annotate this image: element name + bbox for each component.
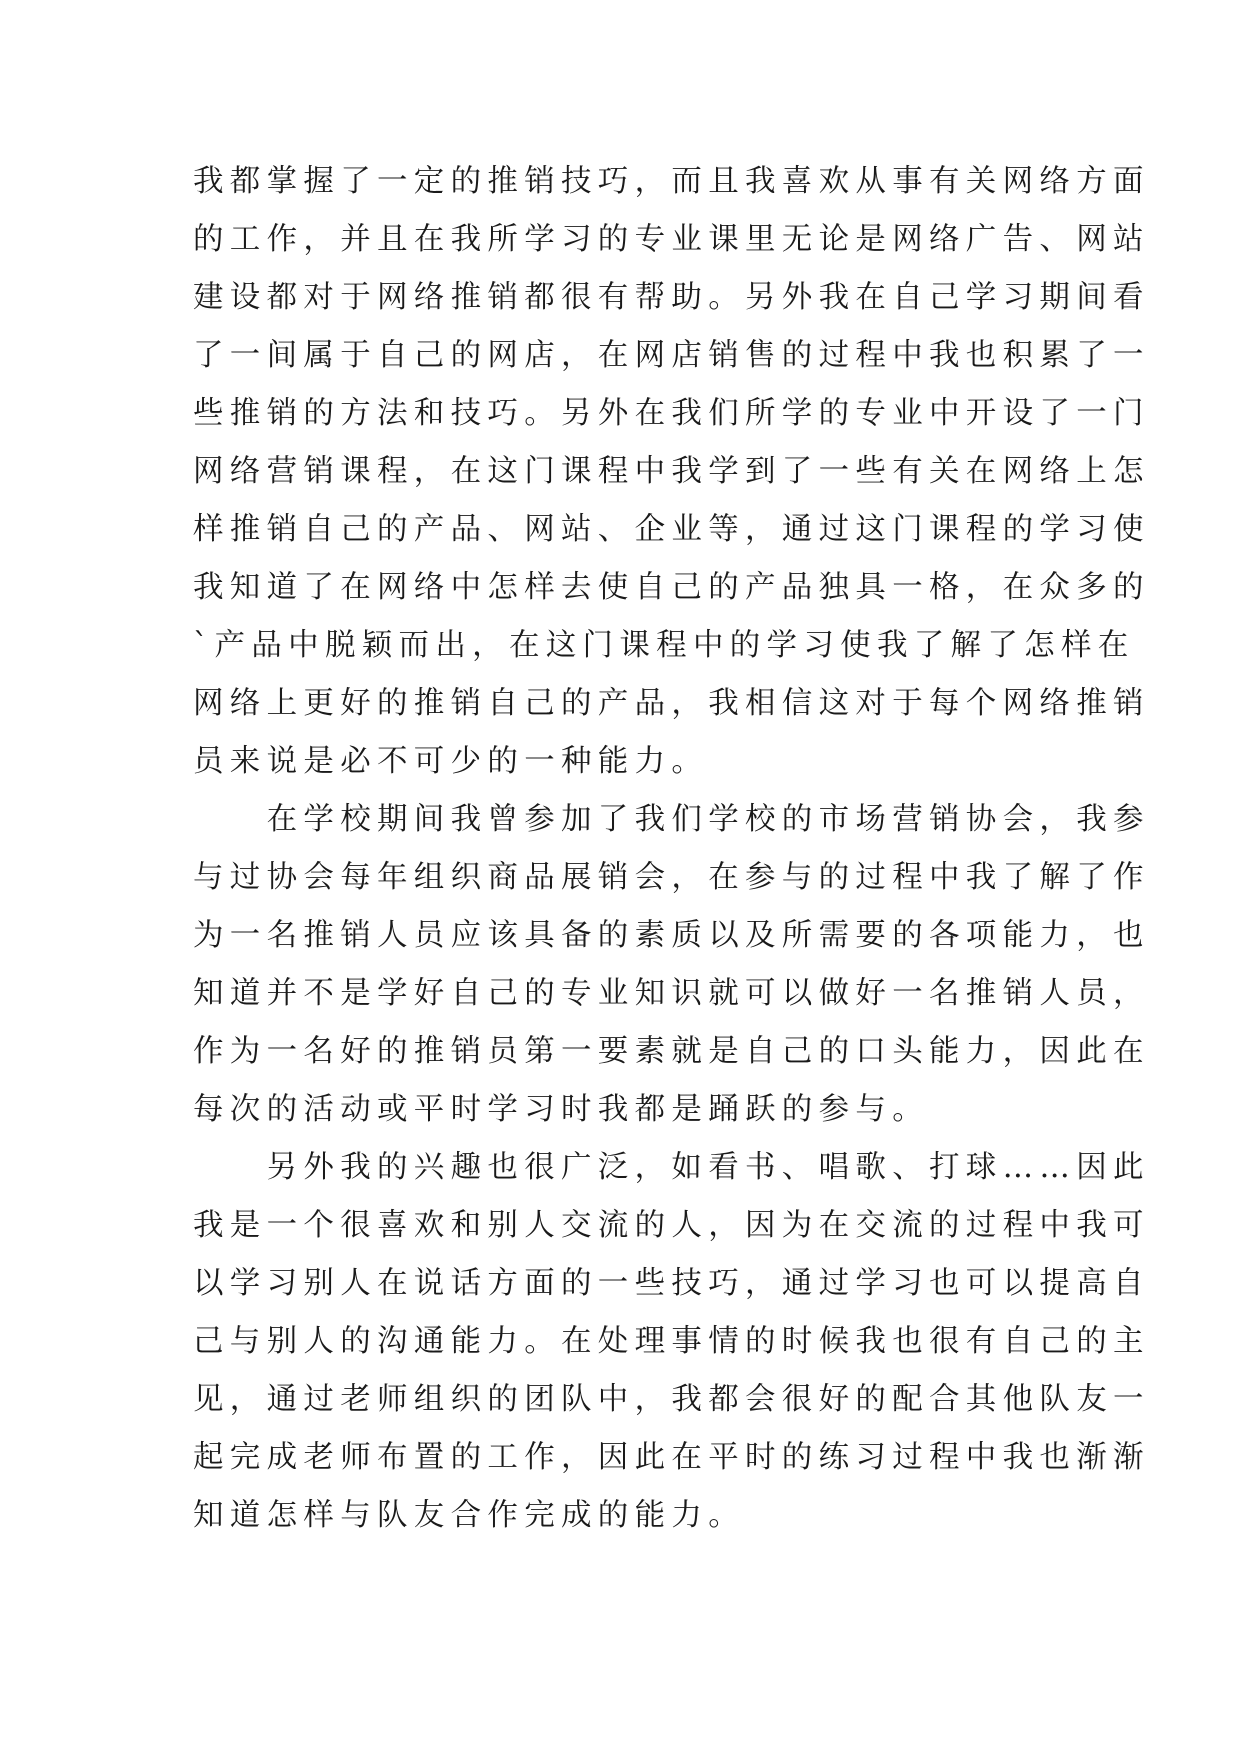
text-line: 起完成老师布置的工作，因此在平时的练习过程中我也渐渐 xyxy=(193,1440,1150,1475)
text-line: 另外我的兴趣也很广泛，如看书、唱歌、打球……因此 xyxy=(193,1150,1150,1185)
text-line: 作为一名好的推销员第一要素就是自己的口头能力，因此在 xyxy=(193,1034,1150,1069)
text-line: 了一间属于自己的网店，在网店销售的过程中我也积累了一 xyxy=(193,338,1150,373)
text-line: 知道怎样与队友合作完成的能力。 xyxy=(193,1498,745,1533)
text-line: 以学习别人在说话方面的一些技巧，通过学习也可以提高自 xyxy=(193,1266,1150,1301)
text-line: 我是一个很喜欢和别人交流的人，因为在交流的过程中我可 xyxy=(193,1208,1150,1243)
text-line: 样推销自己的产品、网站、企业等，通过这门课程的学习使 xyxy=(193,512,1150,547)
text-line: 员来说是必不可少的一种能力。 xyxy=(193,744,709,779)
text-line: 在学校期间我曾参加了我们学校的市场营销协会，我参 xyxy=(193,802,1150,837)
text-line: 每次的活动或平时学习时我都是踊跃的参与。 xyxy=(193,1092,929,1127)
text-line: 见，通过老师组织的团队中，我都会很好的配合其他队友一 xyxy=(193,1382,1150,1417)
text-line: 知道并不是学好自己的专业知识就可以做好一名推销人员， xyxy=(193,976,1150,1011)
text-line: 的工作，并且在我所学习的专业课里无论是网络广告、网站 xyxy=(193,222,1150,257)
text-line: 网络上更好的推销自己的产品，我相信这对于每个网络推销 xyxy=(193,686,1150,721)
text-line: 我知道了在网络中怎样去使自己的产品独具一格，在众多的 xyxy=(193,570,1150,605)
text-line: 己与别人的沟通能力。在处理事情的时候我也很有自己的主 xyxy=(193,1324,1150,1359)
text-line: 些推销的方法和技巧。另外在我们所学的专业中开设了一门 xyxy=(193,396,1150,431)
text-line: 网络营销课程，在这门课程中我学到了一些有关在网络上怎 xyxy=(193,454,1150,489)
body-text xyxy=(193,153,1150,1545)
text-line: `产品中脱颖而出，在这门课程中的学习使我了解了怎样在 xyxy=(193,628,1135,663)
text-line: 与过协会每年组织商品展销会，在参与的过程中我了解了作 xyxy=(193,860,1150,895)
text-line: 为一名推销人员应该具备的素质以及所需要的各项能力，也 xyxy=(193,918,1150,953)
text-line: 我都掌握了一定的推销技巧，而且我喜欢从事有关网络方面 xyxy=(193,164,1150,199)
text-line: 建设都对于网络推销都很有帮助。另外我在自己学习期间看 xyxy=(193,280,1150,315)
